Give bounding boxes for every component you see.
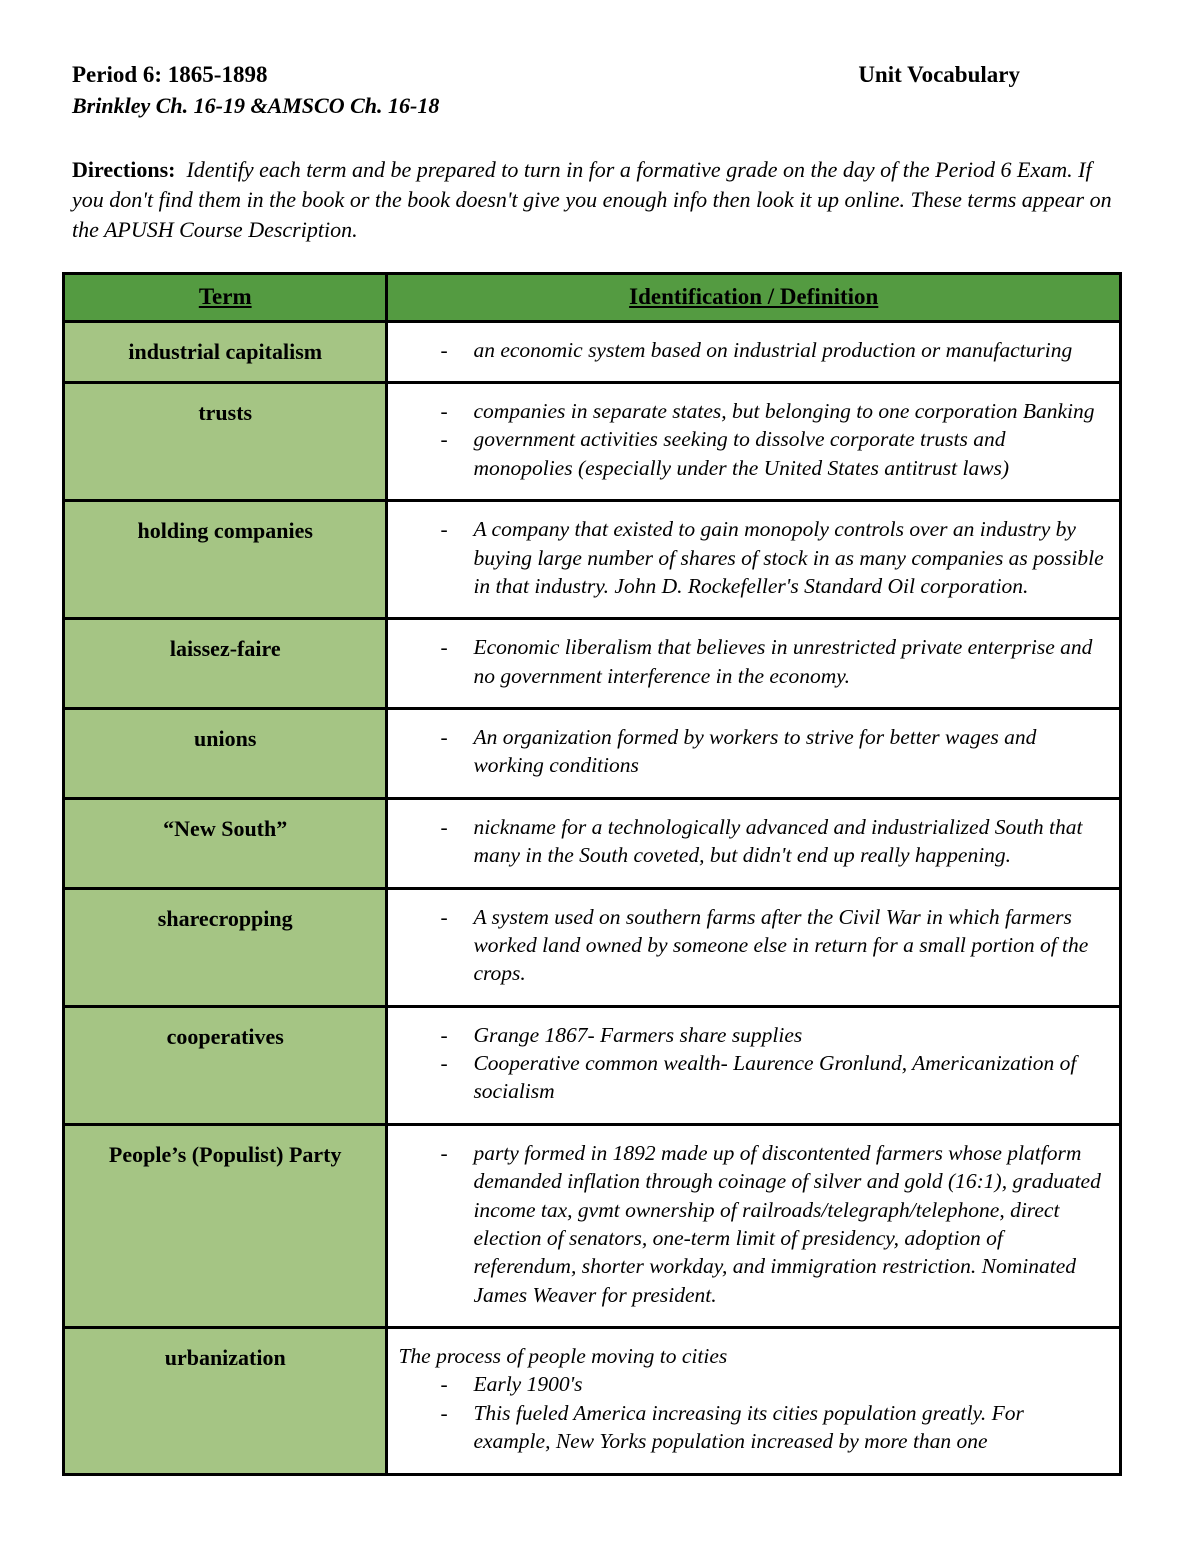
term-cell: urbanization (64, 1328, 387, 1475)
definition-text: companies in separate states, but belonging to one corporation Banking (473, 399, 1095, 424)
term-cell: sharecropping (64, 888, 387, 1006)
definition-bullet-line (396, 336, 1105, 364)
definition-cell (387, 1328, 1121, 1475)
page-title: Period 6: 1865-1898 (72, 62, 268, 87)
table-row (64, 321, 1121, 382)
definition-bullet-line (396, 1049, 1105, 1106)
term-cell: trusts (64, 383, 387, 501)
definition-bullet-line (396, 813, 1105, 870)
definition-bullet-line (396, 1021, 1105, 1049)
page-subtitle: Brinkley Ch. 16-19 &AMSCO Ch. 16-18 (72, 93, 440, 118)
definition-cell (387, 1124, 1121, 1327)
term-cell: People’s (Populist) Party (64, 1124, 387, 1327)
directions-paragraph (72, 155, 1122, 245)
definition-bullet-line (396, 425, 1105, 482)
definition-text: government activities seeking to dissolve corporate trusts and monopolies (especially under the United States antitrust laws) (473, 427, 1010, 480)
definition-text: Grange 1867- Farmers share supplies (473, 1022, 803, 1047)
definition-bullet-line (396, 1399, 1105, 1456)
term-cell: holding companies (64, 501, 387, 619)
definition-bullet-line (396, 723, 1105, 780)
table-row (64, 1006, 1121, 1124)
table-row (64, 1124, 1121, 1327)
directions-label: Directions: (72, 157, 176, 182)
definition-cell (387, 1006, 1121, 1124)
definition-bullet-line (396, 397, 1105, 425)
definition-text: Early 1900's (473, 1372, 583, 1397)
bullet-dash: - (440, 1400, 448, 1425)
bullet-dash: - (440, 427, 448, 452)
table-row (64, 619, 1121, 709)
definition-text: party formed in 1892 made up of discontented farmers whose platform demanded inflation through coinage of silver and gold (16:1), graduated income tax, gvmt ownership of railroads/telegraph/telephone, direct election of senators, one-term limit of presidency, adoption of referendum, shorter workday, and immigration restriction. Nominated James Weaver for president. (473, 1140, 1101, 1307)
page-title-right: Unit Vocabulary (858, 62, 1020, 87)
definition-text: nickname for a technologically advanced and industrialized South that many in the South coveted, but didn't end up really happening. (473, 814, 1083, 868)
definition-text: an economic system based on industrial production or manufacturing (473, 337, 1073, 362)
definition-text: Economic liberalism that believes in unrestricted private enterprise and no government interference in the economy. (473, 635, 1093, 688)
term-cell: industrial capitalism (64, 321, 387, 382)
table-body (64, 321, 1121, 1474)
bullet-dash: - (440, 725, 448, 750)
definition-bullet-line (396, 515, 1105, 600)
col-header-definition: Identification / Definition (387, 273, 1121, 321)
bullet-dash: - (440, 1372, 448, 1397)
definition-cell (387, 709, 1121, 799)
definition-text: Cooperative common wealth- Laurence Gronlund, Americanization of socialism (473, 1051, 1077, 1104)
definition-bullet-line (396, 1139, 1105, 1309)
bullet-dash: - (440, 904, 448, 929)
definition-cell (387, 798, 1121, 888)
definition-cell (387, 501, 1121, 619)
definition-text: A system used on southern farms after the Civil War in which farmers worked land owned by someone else in return for a small portion of the crops. (473, 904, 1089, 986)
bullet-dash: - (440, 1140, 448, 1165)
table-row (64, 709, 1121, 799)
term-cell: unions (64, 709, 387, 799)
definition-cell (387, 383, 1121, 501)
col-header-term: Term (64, 273, 387, 321)
table-row (64, 501, 1121, 619)
definition-text: An organization formed by workers to strive for better wages and working conditions (473, 725, 1037, 778)
table-row (64, 1328, 1121, 1475)
bullet-dash: - (440, 1051, 448, 1076)
definition-text: This fueled America increasing its cities population greatly. For example, New Yorks population increased by more than one (473, 1400, 1024, 1454)
bullet-dash: - (440, 1022, 448, 1047)
definition-plain-line: The process of people moving to cities (398, 1344, 728, 1369)
term-cell: “New South” (64, 798, 387, 888)
definition-bullet-line (396, 633, 1105, 690)
bullet-dash: - (440, 635, 448, 660)
definition-bullet-line (396, 903, 1105, 988)
definition-text: A company that existed to gain monopoly controls over an industry by buying large number of shares of stock in as many companies as possible in that industry. John D. Rockefeller's Standard Oil corporation. (473, 517, 1104, 598)
term-cell: laissez-faire (64, 619, 387, 709)
definition-bullet-line (396, 1370, 1105, 1398)
bullet-dash: - (440, 399, 448, 424)
table-row (64, 383, 1121, 501)
page-header (72, 62, 1122, 88)
definition-cell (387, 888, 1121, 1006)
bullet-dash: - (440, 814, 448, 839)
table-row (64, 888, 1121, 1006)
directions-text: Identify each term and be prepared to turn in for a formative grade on the day of the Period 6 Exam. If you don't find them in the book or the book doesn't give you enough info then look it up online. These terms appear on the APUSH Course Description. (72, 157, 1112, 242)
definition-cell (387, 321, 1121, 382)
vocab-table-head (64, 273, 1121, 321)
vocab-table (62, 272, 1122, 1476)
header-row (64, 273, 1121, 321)
definition-cell (387, 619, 1121, 709)
bullet-dash: - (440, 517, 448, 542)
bullet-dash: - (440, 337, 448, 362)
table-row (64, 798, 1121, 888)
term-cell: cooperatives (64, 1006, 387, 1124)
